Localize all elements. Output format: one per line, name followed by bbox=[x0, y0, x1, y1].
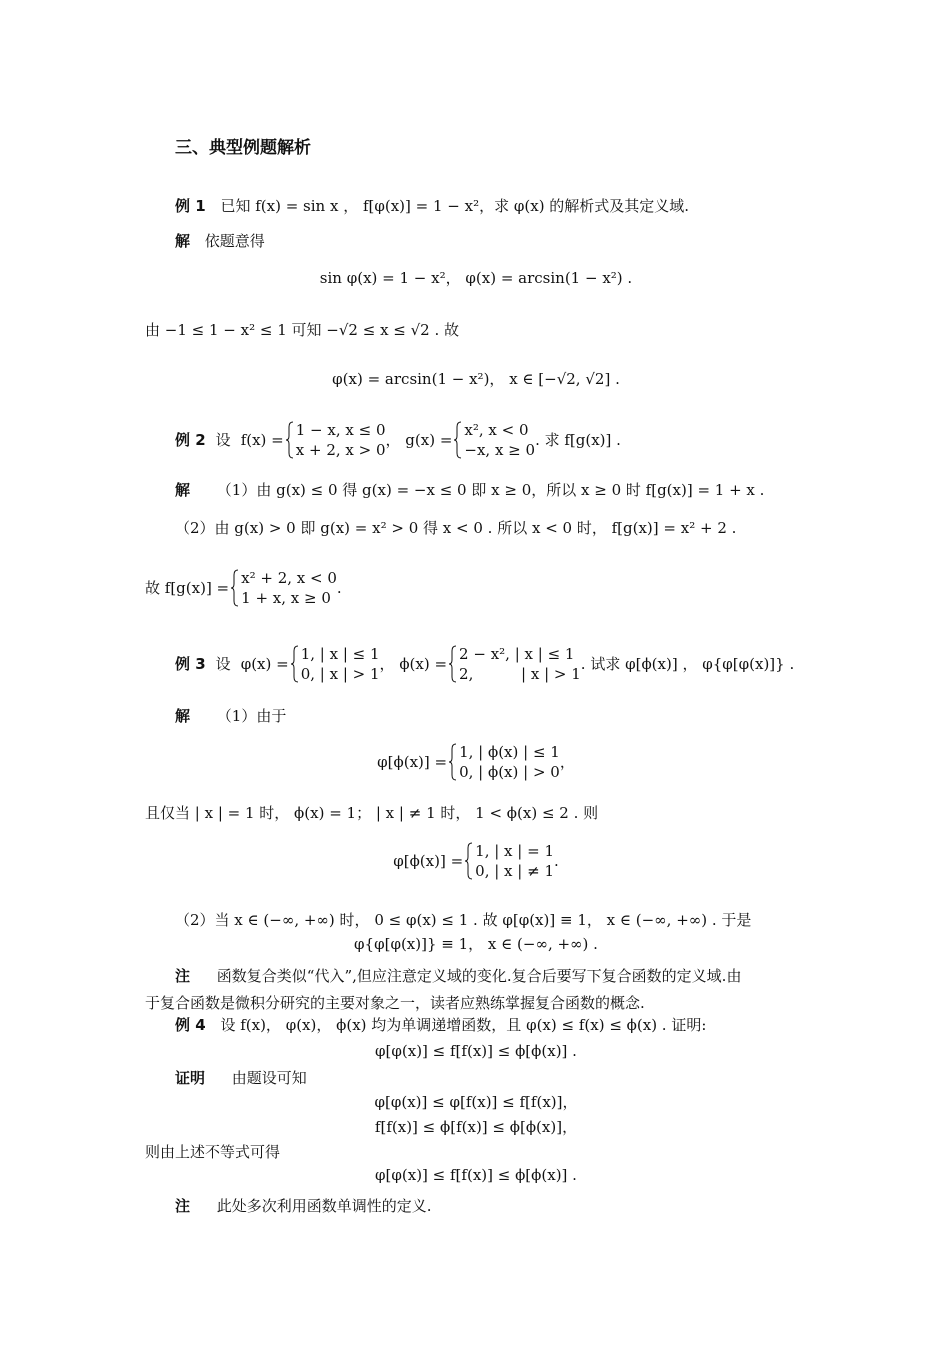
example-3-condition-line: 且仅当 | x | = 1 时， ϕ(x) = 1； | x | ≠ 1 时， 1 < ϕ(x) ≤ 2 . 则 bbox=[145, 804, 599, 822]
eqA-end: ， bbox=[559, 753, 575, 771]
note-label: 注 bbox=[175, 967, 191, 985]
eqA-case-1: 1, | ϕ(x) | ≤ 1 bbox=[459, 743, 560, 761]
example-4-text: 设 f(x)， φ(x)， ϕ(x) 均为单调递增函数，且 φ(x) ≤ f(x) ≤ ϕ(x) . 证明: bbox=[220, 1016, 707, 1034]
left-brace-icon bbox=[449, 645, 457, 683]
example-1-label: 例 1 bbox=[175, 197, 206, 215]
solution-label: 解 bbox=[175, 481, 191, 499]
left-brace-icon bbox=[291, 645, 299, 683]
g-lhs: ， g(x) = bbox=[385, 431, 453, 449]
example-3-pre: 设 bbox=[215, 655, 231, 673]
note-1-line-2: 于复合函数是微积分研究的主要对象之一，读者应熟练掌握复合函数的概念. bbox=[145, 994, 645, 1012]
f-piecewise bbox=[241, 420, 386, 460]
solution-label: 解 bbox=[175, 707, 191, 725]
result-case-1: x² + 2, x < 0 bbox=[241, 569, 337, 587]
psi-case-2: 2, | x | > 1 bbox=[459, 665, 581, 683]
eqB-lhs: φ[ϕ(x)] = bbox=[393, 852, 464, 870]
example-3-statement bbox=[175, 642, 794, 686]
f-case-2: x + 2, x > 0 bbox=[295, 441, 386, 459]
proof-intro: 由题设可知 bbox=[231, 1069, 307, 1087]
example-4-statement bbox=[175, 1015, 706, 1035]
note-1-line-1 bbox=[175, 966, 741, 986]
eqB-end: . bbox=[554, 852, 559, 870]
example-3-equation-a bbox=[0, 740, 952, 784]
solution-intro: 依题意得 bbox=[204, 232, 265, 250]
example-4-label: 例 4 bbox=[175, 1016, 206, 1034]
result-case-2: 1 + x, x ≥ 0 bbox=[241, 589, 331, 607]
example-2-pre: 设 bbox=[215, 431, 231, 449]
example-2-solution-2: （2）由 g(x) > 0 即 g(x) = x² > 0 得 x < 0 . 所以 x < 0 时， f[g(x)] = x² + 2 . bbox=[175, 519, 737, 537]
example-3-solution-2: （2）当 x ∈ (−∞, +∞) 时， 0 ≤ φ(x) ≤ 1 . 故 φ[φ(x)] ≡ 1， x ∈ (−∞, +∞) . 于是 bbox=[175, 911, 752, 929]
result-end: . bbox=[336, 579, 342, 597]
example-3-solution-1 bbox=[175, 706, 286, 726]
eqB-case-1: 1, | x | = 1 bbox=[475, 842, 554, 860]
g-piecewise bbox=[386, 420, 536, 460]
note-label: 注 bbox=[175, 1197, 191, 1215]
example-3-equation-b bbox=[0, 839, 952, 883]
proof-label: 证明 bbox=[175, 1069, 206, 1087]
psi-piecewise bbox=[380, 644, 581, 684]
g-case-2: −x, x ≥ 0 bbox=[464, 441, 536, 459]
left-brace-icon bbox=[231, 569, 239, 607]
note-1-text-1: 函数复合类似“代入”,但应注意定义域的变化.复合后要写下复合函数的定义域.由 bbox=[216, 967, 742, 985]
left-brace-icon bbox=[286, 421, 294, 459]
result-lhs: 故 f[g(x)] = bbox=[145, 579, 230, 597]
example-1-equation-2: φ(x) = arcsin(1 − x²)， x ∈ [−√2, √2] . bbox=[332, 370, 620, 388]
eqB-case-2: 0, | x | ≠ 1 bbox=[475, 862, 554, 880]
example-4-equation-3: f[f(x)] ≤ ϕ[f(x)] ≤ ϕ[ϕ(x)]， bbox=[374, 1118, 578, 1136]
example-1-equation-1: sin φ(x) = 1 − x²， φ(x) = arcsin(1 − x²) . bbox=[319, 269, 633, 287]
phi-case-1: 1, | x | ≤ 1 bbox=[300, 645, 380, 663]
eqA-lhs: φ[ϕ(x)] = bbox=[377, 753, 448, 771]
left-brace-icon bbox=[465, 842, 473, 880]
example-1-text: 已知 f(x) = sin x ， f[φ(x)] = 1 − x²，求 φ(x) 的解析式及其定义域. bbox=[220, 197, 690, 215]
example-1-statement bbox=[175, 196, 689, 216]
example-4-proof-intro bbox=[175, 1068, 307, 1088]
example-3-label: 例 3 bbox=[175, 655, 206, 673]
f-lhs: f(x) = bbox=[240, 431, 284, 449]
example-2-solution-1 bbox=[175, 480, 764, 500]
example-2-ask: . 求 f[g(x)] . bbox=[535, 431, 621, 449]
example-1-solution-intro bbox=[175, 231, 265, 251]
phi-piecewise bbox=[241, 644, 380, 684]
example-3-equation-c: φ{φ[φ(x)]} ≡ 1， x ∈ (−∞, +∞) . bbox=[354, 935, 598, 953]
example-1-domain-line: 由 −1 ≤ 1 − x² ≤ 1 可知 −√2 ≤ x ≤ √2 . 故 bbox=[145, 321, 460, 339]
g-case-1: x², x < 0 bbox=[464, 421, 529, 439]
example-2-label: 例 2 bbox=[175, 431, 206, 449]
section-title: 三、典型例题解析 bbox=[175, 138, 311, 158]
solution-label: 解 bbox=[175, 232, 191, 250]
left-brace-icon bbox=[449, 743, 457, 781]
phi-case-2: 0, | x | > 1 bbox=[300, 665, 380, 683]
phi-lhs: φ(x) = bbox=[240, 655, 289, 673]
example-3-ask: . 试求 φ[ϕ(x)] ， φ{φ[φ(x)]} . bbox=[580, 655, 795, 673]
eqA-case-2: 0, | ϕ(x) | > 0 bbox=[459, 763, 560, 781]
example-2-result bbox=[145, 566, 342, 610]
example-2-statement bbox=[175, 418, 621, 462]
example-4-equation-1: φ[φ(x)] ≤ f[f(x)] ≤ ϕ[ϕ(x)] . bbox=[375, 1042, 577, 1060]
left-brace-icon bbox=[454, 421, 462, 459]
solution-step-1: （1）由于 bbox=[216, 707, 287, 725]
f-case-1: 1 − x, x ≤ 0 bbox=[295, 421, 386, 439]
example-4-conclusion-line: 则由上述不等式可得 bbox=[145, 1143, 281, 1161]
note-2-text: 此处多次利用函数单调性的定义. bbox=[216, 1197, 432, 1215]
psi-lhs: ， ϕ(x) = bbox=[379, 655, 448, 673]
example-4-equation-2: φ[φ(x)] ≤ φ[f(x)] ≤ f[f(x)]， bbox=[374, 1093, 578, 1111]
solution-step-1: （1）由 g(x) ≤ 0 得 g(x) = −x ≤ 0 即 x ≥ 0，所以 x ≥ 0 时 f[g(x)] = 1 + x . bbox=[216, 481, 765, 499]
example-4-equation-4: φ[φ(x)] ≤ f[f(x)] ≤ ϕ[ϕ(x)] . bbox=[375, 1166, 577, 1184]
note-2 bbox=[175, 1196, 432, 1216]
psi-case-1: 2 − x², | x | ≤ 1 bbox=[459, 645, 575, 663]
